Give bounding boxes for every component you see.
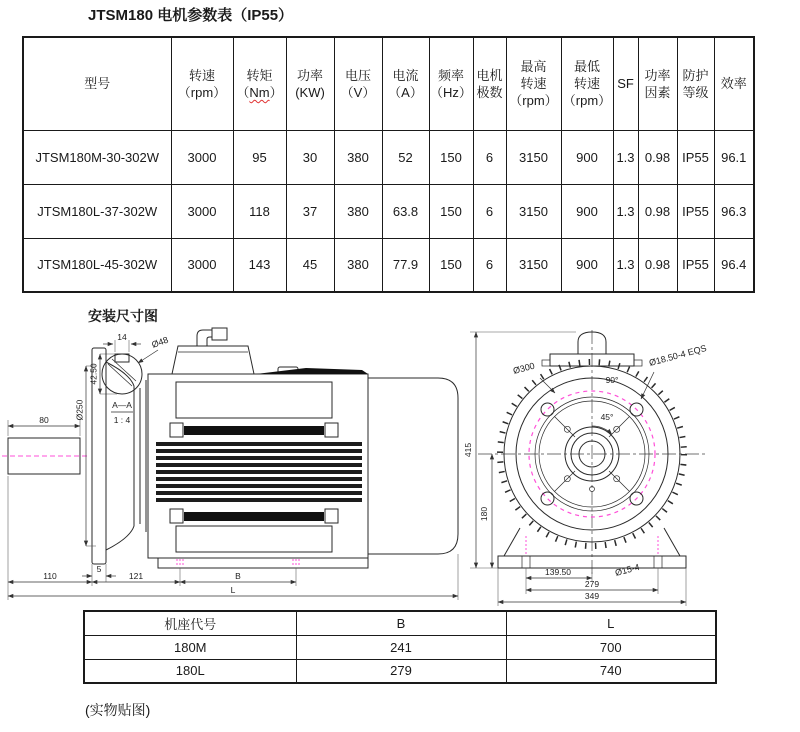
spec-header-cell: 电压 （V） [334,37,382,130]
frame-header-cell: B [296,611,506,635]
spec-header-cell: 功率 因素 [638,37,677,130]
frame-cell: 180M [84,635,296,659]
frame-header-cell: 机座代号 [84,611,296,635]
spec-cell: 150 [429,238,473,292]
spec-row [23,238,754,292]
spec-cell: 1.3 [613,184,638,238]
spec-header-cell: 最高 转速 （rpm） [506,37,561,130]
spec-cell: 96.1 [714,130,754,184]
dim-foot-span: 279 [584,579,600,589]
model-cell: JTSM180M-30-302W [23,130,171,184]
spec-cell: 0.98 [638,184,677,238]
spec-header-cell: 电流 （A） [382,37,429,130]
document-title: JTSM180 电机参数表（IP55） [88,7,294,24]
spec-cell: 380 [334,238,382,292]
spec-cell: IP55 [677,238,714,292]
dim-121: 121 [128,571,144,581]
frame-cell: 180L [84,659,296,683]
angle-45: 45° [600,412,614,422]
spec-cell: 95 [233,130,286,184]
section-label: A—A [112,400,132,410]
spec-cell: IP55 [677,184,714,238]
spec-row [23,130,754,184]
spec-cell: 0.98 [638,238,677,292]
side-view-dimensions [8,366,458,600]
dim-bolt-circle: Ø300 [511,360,536,376]
dim-section-height: 42.50 [88,363,99,385]
dim-base-width: 349 [584,591,600,601]
frame-cell: 241 [296,635,506,659]
drawing-section-title: 安装尺寸图 [88,308,158,324]
spec-cell: 30 [286,130,334,184]
spec-cell: 1.3 [613,238,638,292]
dim-total-height: 415 [463,442,473,458]
spec-header-cell: 频率 （Hz） [429,37,473,130]
spec-header-cell: 最低 转速 （rpm） [561,37,613,130]
motor-spec-table [22,36,755,293]
spec-cell: 380 [334,130,382,184]
spec-row [23,184,754,238]
spec-cell: 900 [561,184,613,238]
spec-header-cell: 功率 (KW) [286,37,334,130]
spec-cell: 3150 [506,238,561,292]
side-view-body [2,328,458,568]
dim-flange-thickness: 5 [96,564,102,574]
dim-foot-half-span: 139.50 [545,567,571,577]
frame-cell: 700 [506,635,716,659]
frame-row [84,635,716,659]
angle-90: 90° [605,375,619,385]
spec-cell: 150 [429,184,473,238]
spec-header-cell: 型号 [23,37,171,130]
spec-cell: 45 [286,238,334,292]
spec-cell: 63.8 [382,184,429,238]
frame-size-table [83,610,717,684]
spec-cell: 118 [233,184,286,238]
dim-flange-holes: Ø18.50-4 EQS [647,342,708,368]
spec-cell: 37 [286,184,334,238]
installation-dimension-drawing [0,326,800,608]
spec-header-cell: 电机 极数 [473,37,506,130]
dim-shaft-length: 80 [39,415,49,425]
section-scale: 1 : 4 [113,415,131,425]
spec-header-row [23,37,754,130]
spec-cell: 0.98 [638,130,677,184]
spec-cell: 6 [473,238,506,292]
frame-row [84,659,716,683]
frame-header-cell: L [506,611,716,635]
spec-cell: 900 [561,130,613,184]
dim-keyway-width: 14 [117,332,127,342]
spec-cell: 96.3 [714,184,754,238]
dim-foot-holes: Ø15-4 [613,561,641,578]
spec-cell: 3000 [171,238,233,292]
dim-center-height: 180 [479,506,489,522]
spec-cell: 150 [429,130,473,184]
spec-header-cell: 防护 等级 [677,37,714,130]
dim-flange-diameter: Ø250 [74,399,85,421]
spec-cell: 52 [382,130,429,184]
spec-cell: 380 [334,184,382,238]
spec-cell: 3000 [171,184,233,238]
front-view-dimensions [463,332,708,606]
spec-header-cell: 效率 [714,37,754,130]
spec-cell: 3150 [506,184,561,238]
frame-cell: 740 [506,659,716,683]
model-cell: JTSM180L-45-302W [23,238,171,292]
spec-cell: 6 [473,130,506,184]
spec-header-cell: 转矩 （Nm） [233,37,286,130]
dim-110: 110 [43,571,57,581]
spec-header-cell: SF [613,37,638,130]
photo-note: (实物贴图) [85,702,151,718]
frame-cell: 279 [296,659,506,683]
spec-cell: IP55 [677,130,714,184]
spec-cell: 3000 [171,130,233,184]
dim-B: B [235,571,241,581]
spec-cell: 3150 [506,130,561,184]
dim-shaft-diameter: Ø48 [150,334,170,350]
spec-cell: 900 [561,238,613,292]
frame-header-row [84,611,716,635]
spec-cell: 6 [473,184,506,238]
dim-L: L [230,585,236,595]
spec-cell: 1.3 [613,130,638,184]
model-cell: JTSM180L-37-302W [23,184,171,238]
spec-cell: 96.4 [714,238,754,292]
spec-header-cell: 转速 （rpm） [171,37,233,130]
spec-cell: 143 [233,238,286,292]
spec-cell: 77.9 [382,238,429,292]
